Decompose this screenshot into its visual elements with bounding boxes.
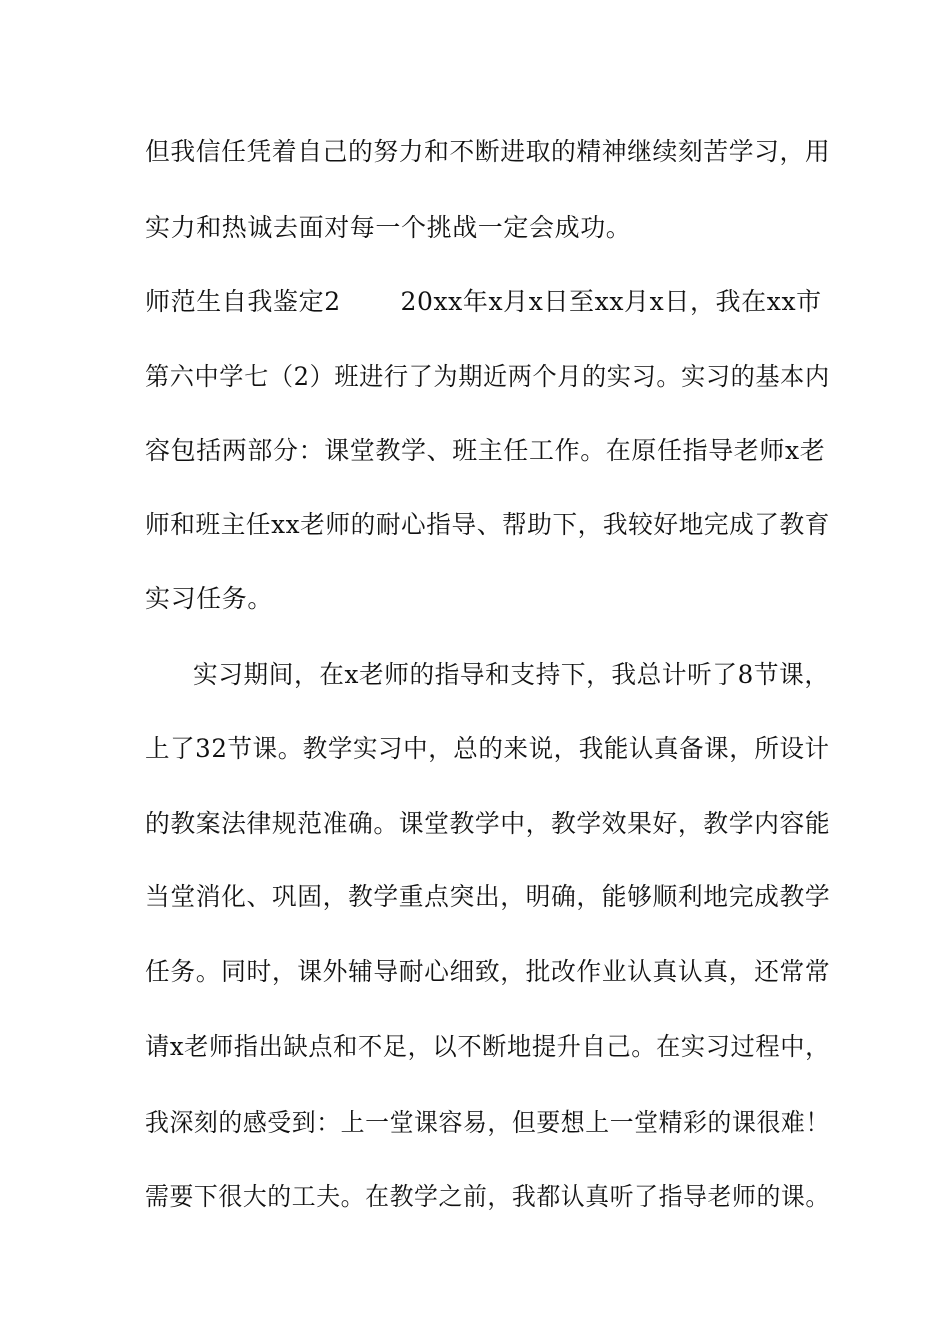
text-line-12: 任务。同时，课外辅导耐心细致，批改作业认真认真，还常常 — [145, 957, 831, 986]
text-line-5: 容包括两部分：课堂教学、班主任工作。在原任指导老师x老 — [145, 436, 826, 465]
text-line-15: 需要下很大的工夫。在教学之前，我都认真听了指导老师的课。 — [145, 1182, 830, 1211]
text-line-7: 实习任务。 — [145, 584, 274, 613]
text-line-11: 当堂消化、巩固，教学重点突出，明确，能够顺利地完成教学 — [145, 882, 831, 911]
section-heading-line: 师范生自我鉴定2 20xx年x月x日至xx月x日，我在xx市 — [145, 287, 822, 316]
text-line-2: 实力和热诚去面对每一个挑战一定会成功。 — [145, 213, 632, 242]
text-line-1: 但我信任凭着自己的努力和不断进取的精神继续刻苦学习，用 — [145, 137, 831, 166]
paragraph-start-line: 实习期间，在x老师的指导和支持下，我总计听了8节课， — [193, 660, 830, 689]
text-line-10: 的教案法律规范准确。课堂教学中，教学效果好，教学内容能 — [145, 809, 831, 838]
text-line-14: 我深刻的感受到：上一堂课容易，但要想上一堂精彩的课很难！ — [145, 1108, 830, 1137]
text-line-9: 上了32节课。教学实习中，总的来说，我能认真备课，所设计 — [145, 734, 830, 763]
text-line-13: 请x老师指出缺点和不足，以不断地提升自己。在实习过程中， — [145, 1032, 830, 1061]
text-line-4: 第六中学七（2）班进行了为期近两个月的实习。实习的基本内 — [145, 362, 830, 391]
text-line-6: 师和班主任xx老师的耐心指导、帮助下，我较好地完成了教育 — [145, 510, 831, 539]
